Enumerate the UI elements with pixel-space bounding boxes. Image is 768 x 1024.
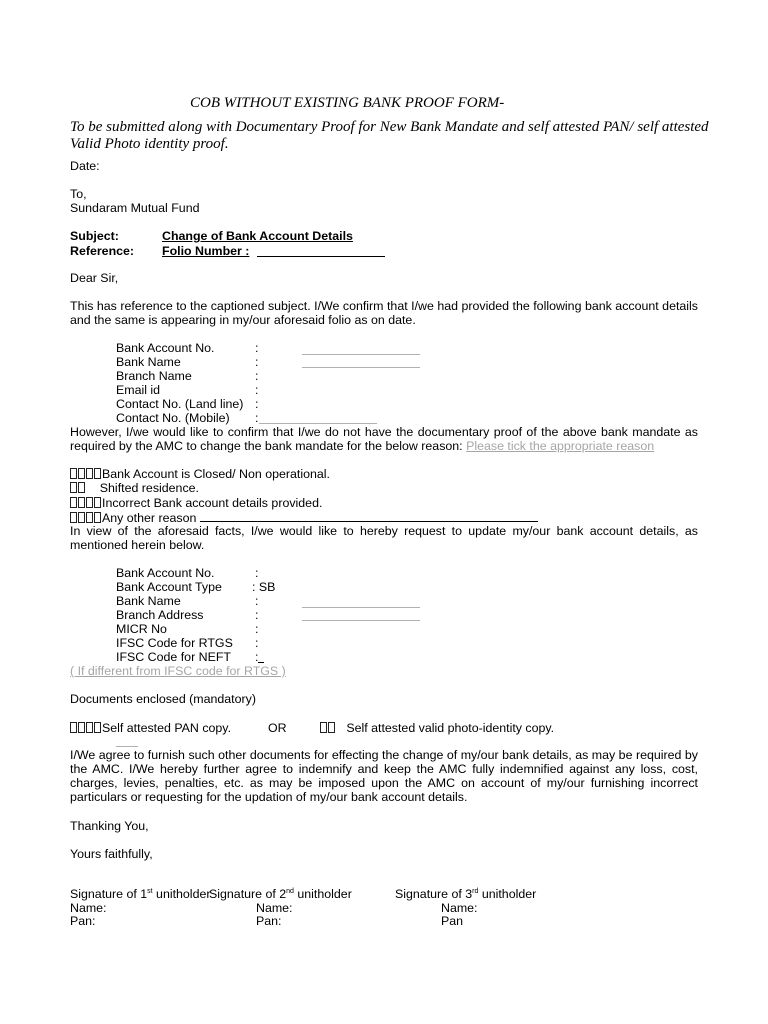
signature-2-name: Name:: [256, 901, 293, 915]
to-label: To,: [70, 187, 87, 201]
new-sep: :: [255, 622, 259, 636]
new-sep: :: [255, 636, 259, 650]
form-intro: To be submitted along with Documentary Proof for New Bank Mandate and self attested PAN/ self attested Valid Photo identity proof.: [70, 119, 709, 152]
new-label-bank-name: Bank Name: [116, 594, 181, 608]
reason-shifted[interactable]: Shifted residence.: [70, 481, 199, 495]
existing-account-no-line[interactable]: [302, 354, 420, 355]
doc-option-photo-id[interactable]: Self attested valid photo-identity copy.: [320, 721, 554, 735]
doc-option-pan[interactable]: Self attested PAN copy.: [70, 721, 231, 735]
signature-3-pan: Pan: [441, 914, 464, 928]
existing-label-branch: Branch Name: [116, 369, 192, 383]
signature-1-pan: Pan:: [70, 914, 96, 928]
signature-2: Signature of 2nd unitholder: [209, 887, 352, 901]
subject-label: Subject:: [70, 229, 119, 243]
tick-hint: Please tick the appropriate reason: [466, 439, 655, 453]
existing-sep: :: [255, 397, 259, 411]
existing-label-landline: Contact No. (Land line): [116, 397, 244, 411]
reference-label: Reference:: [70, 244, 135, 258]
reason-other[interactable]: Any other reason: [70, 510, 538, 525]
form-title: COB WITHOUT EXISTING BANK PROOF FORM-: [190, 95, 505, 111]
signature-3: Signature of 3rd unitholder: [395, 887, 537, 901]
new-label-micr: MICR No: [116, 622, 167, 636]
salutation: Dear Sir,: [70, 271, 119, 285]
reason-closed[interactable]: Bank Account is Closed/ Non operational.: [70, 467, 330, 481]
existing-sep: :: [255, 383, 259, 397]
existing-label-mobile: Contact No. (Mobile): [116, 411, 230, 425]
thanks: Thanking You,: [70, 819, 149, 833]
new-label-account-no: Bank Account No.: [116, 566, 215, 580]
reason-incorrect[interactable]: Incorrect Bank account details provided.: [70, 496, 322, 510]
new-sep: :: [255, 608, 259, 622]
existing-sep: :: [255, 411, 259, 425]
or-label: OR: [268, 721, 287, 735]
date-label: Date:: [70, 159, 100, 173]
folio-number-line[interactable]: [257, 256, 385, 257]
new-account-type-value: : SB: [252, 580, 276, 594]
new-sep: :: [255, 566, 259, 580]
existing-mobile-line[interactable]: [259, 423, 377, 424]
new-label-ifsc-neft: IFSC Code for NEFT: [116, 650, 231, 664]
neft-line[interactable]: [258, 662, 264, 663]
signature-2-pan: Pan:: [256, 914, 282, 928]
doc-short-line: [116, 746, 138, 747]
new-sep: :: [255, 650, 259, 664]
para-reference: This has reference to the captioned subject. I/We confirm that I/we had provided the following bank account details and the same is appearing in my/our aforesaid folio as on date.: [70, 299, 698, 327]
existing-sep: :: [255, 341, 259, 355]
new-sep: :: [255, 594, 259, 608]
existing-sep: :: [255, 369, 259, 383]
existing-sep: :: [255, 355, 259, 369]
neft-note: ( If different from IFSC code for RTGS ): [70, 664, 286, 678]
para-indemnity: I/We agree to furnish such other documents for effecting the change of my/our bank details, as may be required by the AMC. I/We hereby further agree to indemnify and keep the AMC fully indemnified against any loss, cost, charges, levies, penalties, etc. as may be imposed upon the AMC on account of my/our furnishing incorrect particulars or requesting for the updation of my/our bank account details.: [70, 748, 698, 804]
new-label-branch-address: Branch Address: [116, 608, 204, 622]
para-no-proof: However, I/we would like to confirm that I/we do not have the documentary proof of the above bank mandate as required by the AMC to change the bank mandate for the below reason: Please tick the appropriate reason: [70, 425, 698, 453]
existing-label-email: Email id: [116, 383, 161, 397]
new-bank-name-line[interactable]: [302, 607, 420, 608]
existing-label-bank-name: Bank Name: [116, 355, 181, 369]
documents-label: Documents enclosed (mandatory): [70, 692, 256, 706]
existing-label-account-no: Bank Account No.: [116, 341, 215, 355]
other-reason-line: [200, 510, 538, 522]
signature-1-name: Name:: [70, 901, 107, 915]
reference-value: Folio Number :: [162, 244, 250, 258]
subject-value: Change of Bank Account Details: [162, 229, 353, 243]
new-branch-address-line[interactable]: [302, 620, 420, 621]
new-label-ifsc-rtgs: IFSC Code for RTGS: [116, 636, 233, 650]
new-label-account-type: Bank Account Type: [116, 580, 222, 594]
signature-1: Signature of 1st unitholder: [70, 887, 211, 901]
signature-3-name: Name:: [441, 901, 478, 915]
existing-bank-name-line[interactable]: [302, 367, 420, 368]
addressee: Sundaram Mutual Fund: [70, 201, 200, 215]
closing: Yours faithfully,: [70, 847, 153, 861]
para-update-request: In view of the aforesaid facts, I/we would like to hereby request to update my/our bank account details, as mentioned herein below.: [70, 524, 698, 552]
